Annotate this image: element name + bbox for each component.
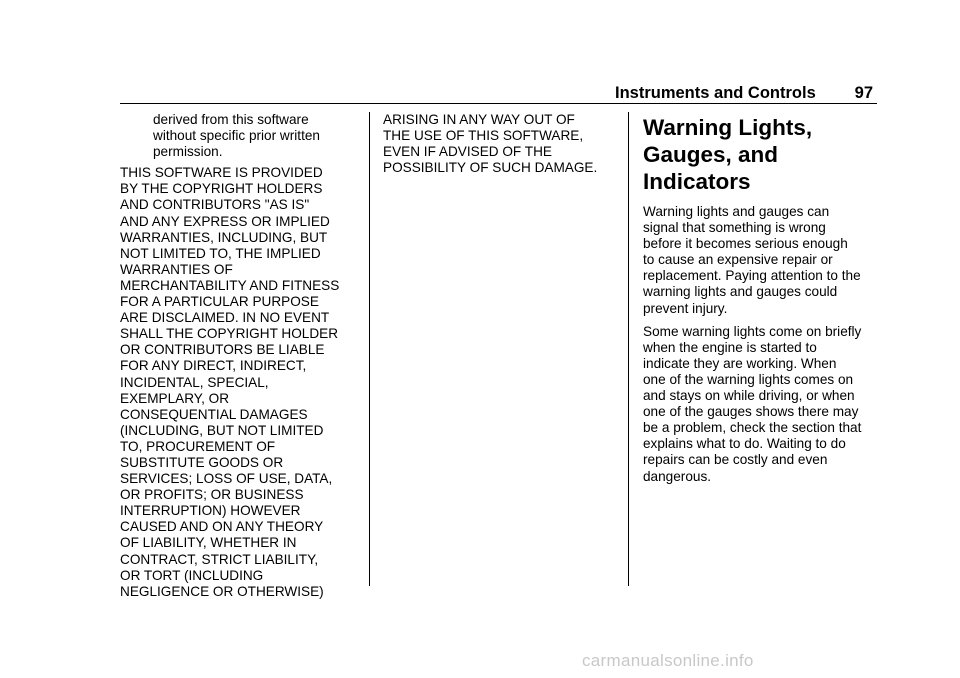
page-number: 97 [854, 84, 873, 102]
section-title: Instruments and Controls [615, 84, 816, 102]
disclaimer-continued-paragraph: ARISING IN ANY WAY OUT OF THE USE OF THIS SOFTWARE, EVEN IF ADVISED OF THE POSSIBILITY OF SUCH DAMAGE. [383, 112, 598, 176]
disclaimer-paragraph: THIS SOFTWARE IS PROVIDED BY THE COPYRIGHT HOLDERS AND CONTRIBUTORS "AS IS" AND ANY EXPRESS OR IMPLIED WARRANTIES, INCLUDING, BUT NOT LIMITED TO, THE IMPLIED WARRANTIES OF MERCHANTABILITY AND FITNESS FOR A PARTICULAR PURPOSE ARE DISCLAIMED. IN NO EVENT SHALL THE COPYRIGHT HOLDER OR CONTRIBUTORS BE LIABLE FOR ANY DIRECT, INDIRECT, INCIDENTAL, SPECIAL, EXEMPLARY, OR CONSEQUENTIAL DAMAGES (INCLUDING, BUT NOT LIMITED TO, PROCUREMENT OF SUBSTITUTE GOODS OR SERVICES; LOSS OF USE, DATA, OR PROFITS; OR BUSINESS INTERRUPTION) HOWEVER CAUSED AND ON ANY THEORY OF LIABILITY, WHETHER IN CONTRACT, STRICT LIABILITY, OR TORT (INCLUDING NEGLIGENCE OR OTHERWISE) [120, 165, 340, 599]
watermark: carmanualsonline.info [582, 651, 754, 670]
text-column-3 [643, 114, 883, 492]
text-column-2 [383, 112, 623, 176]
header-divider [120, 103, 877, 104]
warning-lights-paragraph: Some warning lights come on briefly when the engine is started to indicate they are working. When one of the warning lights comes on and stays on while driving, or when one of the gauges shows there may be a problem, check the section that explains what to do. Waiting to do repairs can be costly and even dangerous. [643, 323, 862, 484]
column-divider-2 [628, 112, 629, 586]
text-column-1 [120, 112, 365, 600]
section-heading: Warning Lights, Gauges, and Indicators [643, 115, 813, 194]
indented-paragraph: derived from this software without specific prior written permission. [153, 112, 320, 160]
intro-paragraph: Warning lights and gauges can signal that something is wrong before it becomes serious enough to cause an expensive repair or replacement. Paying attention to the warning lights and gauges could prevent injury. [643, 204, 861, 316]
column-divider-1 [369, 112, 370, 586]
